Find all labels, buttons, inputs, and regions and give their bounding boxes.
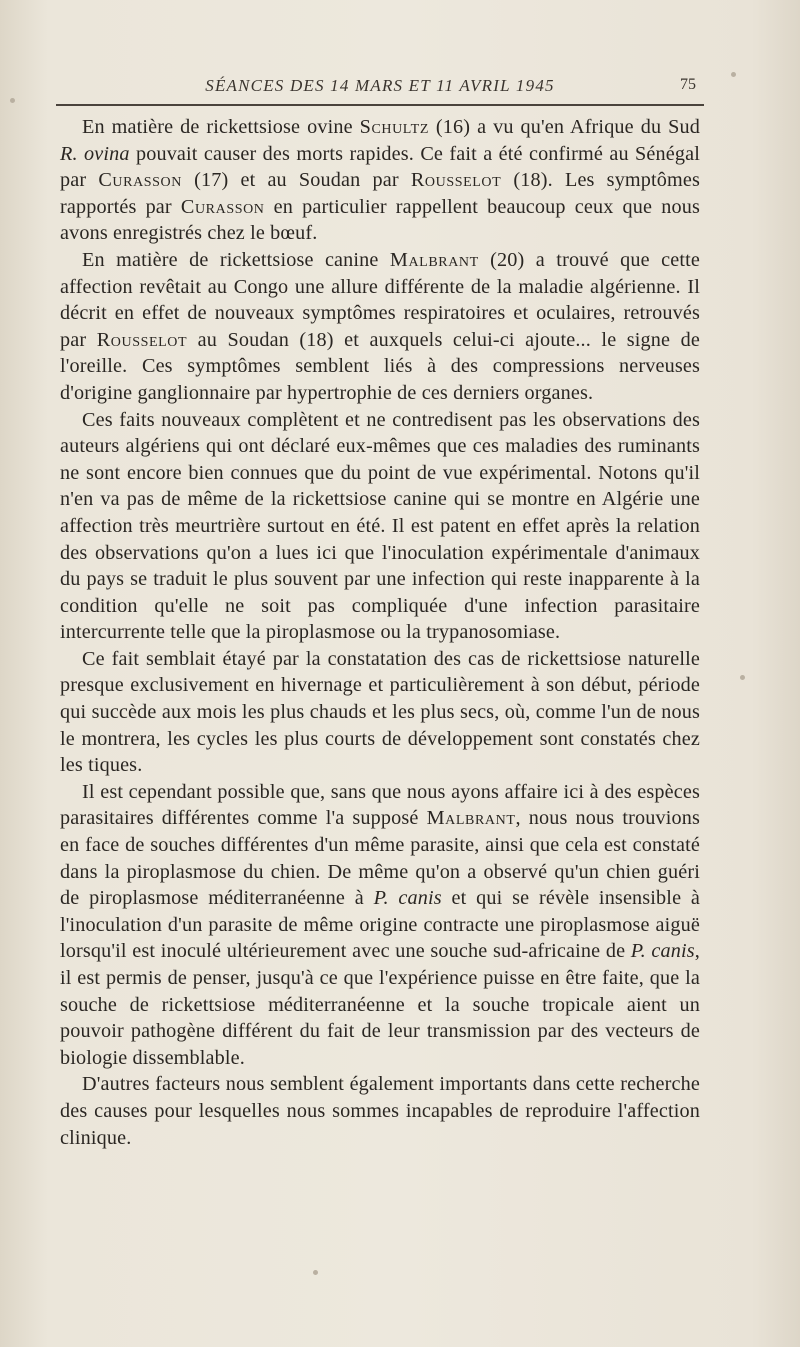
- page-number: 75: [680, 76, 696, 93]
- text-run: , nous nous trouvions en face de souches différentes d'un même parasite, ainsi que cela est constaté dans la piroplasmose du chien. De même qu'on a observé qu'un chien guéri de piroplasmose méditerranéenne à: [60, 807, 700, 910]
- text-run: Ces faits nouveaux complètent et ne contredisent pas les observations des auteurs algériens qui ont déclaré eux-mêmes que ces maladies des ruminants ne sont encore bien connues que du point de vue expérimental. Notons qu'il n'en va pas de même de la rickettsiose canine qui se montre en Algérie une affection très meurtrière surtout en été. Il est patent en effet après la relation des observations qu'on a lues ici que l'inoculation expérimentale d'animaux du pays se traduit le plus souvent par une infection qui reste inapparente à la condition qu'elle ne soit pas compliquée d'une infection parasitaire intercurrente telle que la piroplasmose ou la trypanosomiase.: [60, 408, 700, 644]
- author-name: Curasson: [98, 169, 182, 192]
- running-head: SÉANCES DES 14 MARS ET 11 AVRIL 1945: [205, 76, 555, 95]
- paper-speck: [10, 98, 15, 103]
- text-run: En matière de rickettsiose canine: [82, 248, 390, 271]
- author-name: Rousselot: [410, 169, 502, 192]
- author-name: Rousselot: [96, 328, 188, 351]
- author-name: Curasson: [180, 195, 265, 218]
- author-name: Malbrant: [426, 807, 516, 830]
- text-run: en particulier rappellent beaucoup ceux que nous avons enregistrés chez le bœuf.: [60, 195, 700, 245]
- page-header: [56, 70, 704, 102]
- text-run: (18). Les symptômes rapportés par: [60, 169, 701, 218]
- paragraph: [60, 779, 700, 1072]
- text-run: (16) a vu qu'en Afrique du Sud: [428, 116, 700, 138]
- paragraph: [60, 247, 700, 407]
- paper-speck: [313, 1270, 318, 1275]
- paper-speck: [731, 72, 736, 77]
- paragraph: [60, 114, 700, 247]
- paper-speck: [740, 675, 745, 680]
- author-name: Malbrant: [389, 248, 479, 271]
- text-run: Il est cependant possible que, sans que nous ayons affaire ici à des espèces parasitaires différentes comme l'a supposé: [60, 780, 700, 830]
- paragraph: [60, 407, 700, 646]
- text-run: D'autres facteurs nous semblent également importants dans cette recherche des causes pour lesquelles nous sommes incapables de reproduire l'affection clinique.: [60, 1073, 700, 1149]
- body-text: [60, 114, 700, 1151]
- species-name: P. canis: [630, 940, 695, 963]
- author-name: Schultz: [359, 116, 429, 138]
- paragraph: [60, 1071, 700, 1151]
- text-run: Ce fait semblait étayé par la constatation des cas de rickettsiose naturelle presque exclusivement en hivernage et particulièrement à son début, période qui succède aux mois les plus chauds et les plus secs, où, comme l'un de nous le montrera, les cycles les plus courts de développement sont constatés chez les tiques.: [60, 647, 700, 777]
- header-rule: [56, 104, 704, 106]
- text-run: au Soudan (18) et auxquels celui-ci ajoute... le signe de l'oreille. Ces symptômes semblent liés à des compressions nerveuses d'origine ganglionnaire par hypertrophie de ces derniers organes.: [60, 328, 700, 404]
- text-run: (17) et au Soudan par: [181, 169, 411, 192]
- species-name: P. canis: [373, 887, 442, 910]
- species-name: R. ovina: [60, 142, 130, 165]
- text-run: (20) a trouvé que cette affection revêtait au Congo une allure différente de la maladie algérienne. Il décrit en effet de nouveaux symptômes respiratoires et oculaires, retrouvés par: [60, 248, 701, 351]
- paragraph: [60, 646, 700, 779]
- text-run: et qui se révèle insensible à l'inoculation d'un parasite de même origine contracte une piroplasmose aiguë lorsqu'il est inoculé ultérieurement avec une souche sud-africaine de: [60, 887, 701, 963]
- text-run: En matière de rickettsiose ovine: [82, 116, 360, 138]
- text-run: pouvait causer des morts rapides. Ce fait a été confirmé au Sénégal par: [60, 142, 700, 192]
- text-run: , il est permis de penser, jusqu'à ce que l'expérience puisse en être faite, que la souche de rickettsiose méditerranéenne et la souche tropicale aient un pouvoir pathogène différent du fait de leur transmission par des vecteurs de biologie dissemblable.: [60, 940, 700, 1069]
